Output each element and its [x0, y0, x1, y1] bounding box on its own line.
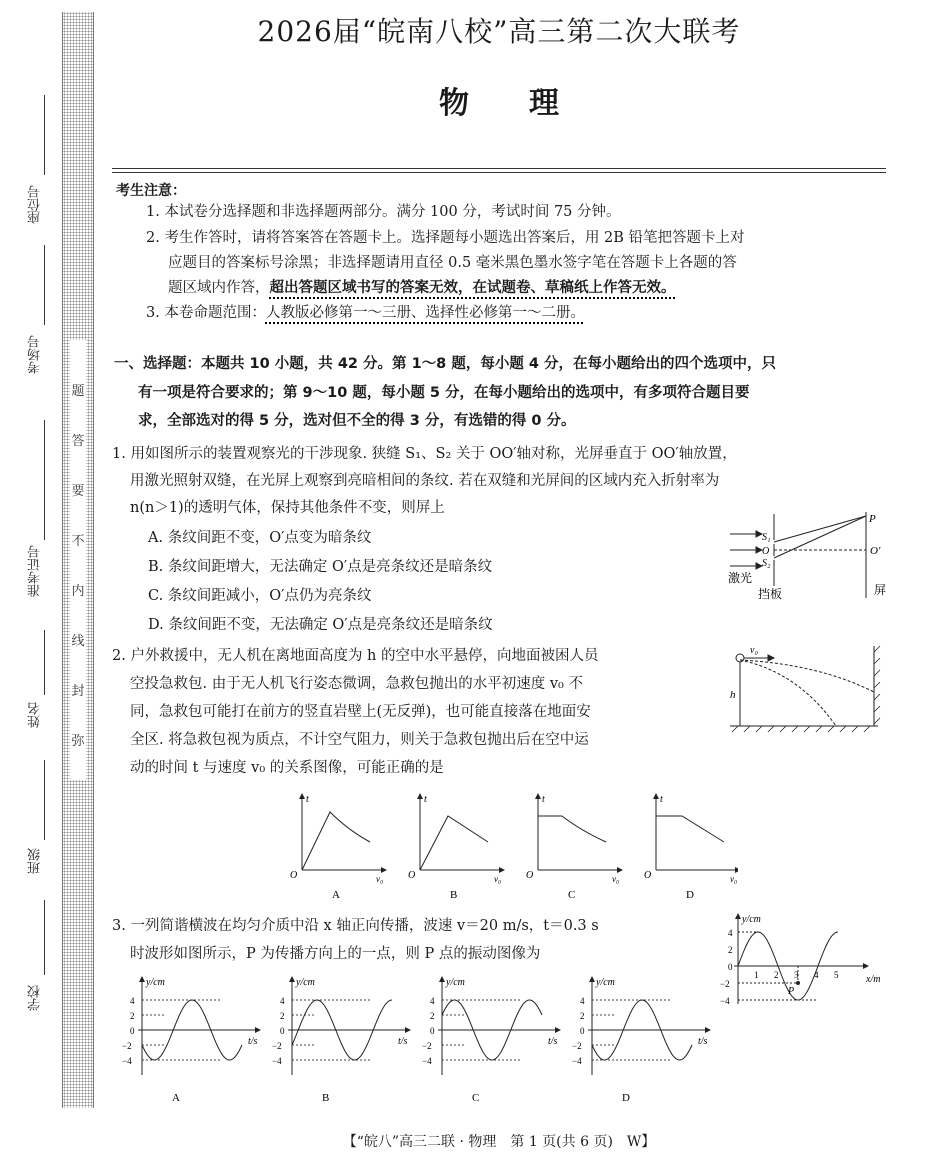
svg-text:v₀: v₀	[730, 874, 738, 884]
svg-text:5: 5	[834, 970, 839, 980]
svg-text:y/cm: y/cm	[742, 914, 761, 925]
svg-text:y/cm: y/cm	[596, 977, 615, 988]
svg-text:2: 2	[430, 1011, 435, 1021]
notice-emphasis: 超出答题区域书写的答案无效，在试题卷、草稿纸上作答无效。	[269, 280, 676, 296]
notice-item-3	[146, 301, 585, 325]
svg-text:A: A	[332, 889, 340, 901]
fig-label-screen: 屏	[874, 583, 887, 597]
svg-text:−4: −4	[122, 1056, 132, 1066]
school-label: 学校	[28, 985, 43, 1011]
svg-text:y/cm: y/cm	[446, 977, 465, 988]
q1-stem-cont: n(n＞1)的透明气体，保持其他条件不变，则屏上	[130, 500, 445, 516]
svg-text:O: O	[290, 870, 298, 881]
q2-stem-cont: 同，急救包可能打在前方的竖直岩壁上(无反弹)，也可能直接落在地面安	[130, 704, 591, 720]
fig-label-s2: S₂	[762, 558, 771, 569]
svg-text:P: P	[788, 986, 795, 997]
svg-text:t: t	[542, 794, 545, 805]
q2-stem-cont: 空投急救包. 由于无人机飞行姿态微调，急救包抛出的水平初速度 v₀ 不	[130, 676, 583, 692]
svg-text:−2: −2	[422, 1041, 432, 1051]
divider	[112, 168, 886, 169]
svg-text:t: t	[660, 794, 663, 805]
svg-text:y/cm: y/cm	[296, 977, 315, 988]
svg-text:4: 4	[430, 996, 435, 1006]
fig-label-baffle: 挡板	[758, 587, 783, 601]
svg-text:−2: −2	[720, 979, 730, 989]
svg-text:v₀: v₀	[494, 874, 502, 884]
fig-label-s1: S₁	[762, 532, 771, 543]
fig-label-o-prime: O′	[870, 545, 881, 557]
svg-text:y/cm: y/cm	[146, 977, 165, 988]
name-line	[44, 630, 45, 695]
fig-label-h: h	[730, 689, 736, 701]
svg-text:t: t	[306, 794, 309, 805]
svg-text:0: 0	[280, 1026, 285, 1036]
exam-room-label: 考场号	[28, 335, 43, 374]
svg-text:−4: −4	[572, 1056, 582, 1066]
q2-graph-a	[290, 794, 384, 901]
notice-item-1: 1. 本试卷分选择题和非选择题两部分。满分 100 分，考试时间 75 分钟。	[146, 204, 621, 220]
divider	[112, 172, 886, 173]
svg-text:t/s: t/s	[398, 1036, 408, 1047]
fig-label-v0: v₀	[750, 645, 758, 656]
svg-text:x/m: x/m	[866, 974, 881, 985]
notice-item-2: 2. 考生作答时，请将答案答在答题卡上。选择题每小题选出答案后，用 2B 铅笔把答题卡上对	[146, 230, 745, 246]
notice-heading: 考生注意：	[116, 183, 186, 199]
svg-text:−4: −4	[272, 1056, 282, 1066]
svg-text:0: 0	[130, 1026, 135, 1036]
svg-text:2: 2	[130, 1011, 135, 1021]
q2-graph-b	[408, 794, 502, 901]
svg-text:C: C	[568, 889, 576, 901]
svg-text:1: 1	[754, 970, 759, 980]
q1-option-b[interactable]: B. 条纹间距增大，无法确定 O′点是亮条纹还是暗条纹	[148, 559, 493, 575]
name-label: 姓名	[28, 702, 43, 728]
q3-graph-d	[572, 977, 708, 1104]
svg-text:O: O	[526, 870, 534, 881]
exam-room-line	[44, 245, 45, 325]
svg-text:v₀: v₀	[612, 874, 620, 884]
q2-drone-figure	[728, 642, 886, 736]
svg-text:4: 4	[728, 928, 733, 938]
svg-text:t: t	[424, 794, 427, 805]
fig-label-laser: 激光	[728, 571, 753, 585]
exam-title: 2026届“皖南八校”高三第二次大联考	[257, 15, 741, 48]
q2-stem-cont: 动的时间 t 与速度 v₀ 的关系图像，可能正确的是	[130, 760, 444, 776]
svg-text:2: 2	[728, 945, 733, 955]
class-line	[44, 760, 45, 840]
q3-stem: 3. 一列简谐横波在均匀介质中沿 x 轴正向传播，波速 v＝20 m/s，t＝0.3 s	[112, 918, 599, 934]
svg-text:v₀: v₀	[376, 874, 384, 884]
q3-graph-c	[422, 977, 558, 1104]
notice-item-2-cont: 应题目的答案标号涂黑；非选择题请用直径 0.5 毫米黑色墨水签字笔在答题卡上各题的答	[168, 255, 737, 271]
svg-text:O: O	[644, 870, 652, 881]
svg-text:−2: −2	[272, 1041, 282, 1051]
seal-char: 内	[71, 584, 85, 599]
class-label: 班级	[28, 848, 43, 874]
q1-stem: 1. 用如图所示的装置观察光的干涉现象. 狭缝 S₁、S₂ 关于 OO′轴对称，光屏垂直于 OO′轴放置，	[112, 446, 737, 462]
q1-double-slit-figure	[726, 510, 896, 602]
svg-text:B: B	[450, 889, 458, 901]
q3-graph-a	[122, 977, 258, 1104]
svg-text:0: 0	[580, 1026, 585, 1036]
seat-number-line	[44, 95, 45, 175]
q2-graph-c	[526, 794, 620, 901]
q3-stem-cont: 时波形如图所示，P 为传播方向上的一点，则 P 点的振动图像为	[130, 946, 541, 962]
svg-text:0: 0	[728, 962, 733, 972]
svg-text:3: 3	[794, 970, 799, 980]
q1-option-d[interactable]: D. 条纹间距不变，无法确定 O′点是亮条纹还是暗条纹	[148, 617, 493, 633]
section-heading-cont: 有一项是符合要求的；第 9～10 题，每小题 5 分，在每小题给出的选项中，有多项符合题目要	[138, 385, 750, 401]
q1-option-c[interactable]: C. 条纹间距减小，O′点仍为亮条纹	[148, 588, 372, 604]
svg-text:D: D	[622, 1092, 630, 1104]
notice-item-2-cont	[168, 276, 676, 300]
fig-label-o: O	[762, 546, 770, 557]
section-heading: 一、选择题：本题共 10 小题，共 42 分。第 1～8 题，每小题 4 分，在每小题给出的四个选项中，只	[114, 356, 777, 372]
svg-text:t/s: t/s	[248, 1036, 258, 1047]
fig-label-p: P	[869, 513, 876, 525]
q3-graph-b	[272, 977, 408, 1104]
q3-wave-figure	[716, 910, 886, 1010]
notice-item-2-text: 题区域内作答，	[168, 280, 270, 296]
exam-page	[112, 0, 886, 1163]
notice-item-3-text: 3. 本卷命题范围：	[146, 305, 266, 321]
q2-graph-options	[278, 790, 738, 906]
svg-text:t/s: t/s	[698, 1036, 708, 1047]
svg-text:−4: −4	[720, 996, 730, 1006]
q3-graph-options	[122, 975, 722, 1110]
q2-stem-cont: 全区. 将急救包视为质点，不计空气阻力，则关于急救包抛出后在空中运	[130, 732, 589, 748]
seal-char: 弥	[71, 734, 85, 749]
svg-text:−2: −2	[572, 1041, 582, 1051]
svg-text:B: B	[322, 1092, 330, 1104]
svg-text:−4: −4	[422, 1056, 432, 1066]
svg-text:−2: −2	[122, 1041, 132, 1051]
seal-char: 答	[71, 434, 85, 449]
svg-text:t/s: t/s	[548, 1036, 558, 1047]
svg-text:2: 2	[280, 1011, 285, 1021]
seal-band	[70, 340, 86, 780]
page-footer: 【“皖八”高三二联 · 物理 第 1 页(共 6 页) W】	[342, 1134, 656, 1150]
svg-text:0: 0	[430, 1026, 435, 1036]
seal-char: 要	[71, 484, 85, 499]
svg-text:4: 4	[580, 996, 585, 1006]
svg-text:O: O	[408, 870, 416, 881]
admission-number-line	[44, 420, 45, 540]
seal-char: 封	[71, 684, 85, 699]
seat-number-label: 座位号	[28, 185, 43, 224]
svg-text:4: 4	[280, 996, 285, 1006]
section-heading-cont: 求，全部选对的得 5 分，选对但不全的得 3 分，有选错的得 0 分。	[138, 413, 576, 429]
seal-char: 线	[71, 634, 85, 649]
svg-text:2: 2	[580, 1011, 585, 1021]
subject-title: 物理	[439, 86, 619, 121]
svg-text:2: 2	[774, 970, 779, 980]
svg-text:D: D	[686, 889, 694, 901]
svg-text:4: 4	[130, 996, 135, 1006]
q1-stem-cont: 用激光照射双缝，在光屏上观察到亮暗相间的条纹. 若在双缝和光屏间的区域内充入折射率为	[130, 473, 720, 489]
seal-char: 不	[71, 534, 85, 549]
q2-graph-d	[644, 794, 738, 901]
q2-stem: 2. 户外救援中，无人机在离地面高度为 h 的空中水平悬停，向地面被困人员	[112, 648, 599, 664]
binding-margin	[0, 0, 110, 1163]
svg-text:4: 4	[814, 970, 819, 980]
school-line	[44, 900, 45, 975]
svg-text:A: A	[172, 1092, 180, 1104]
svg-text:C: C	[472, 1092, 480, 1104]
seal-char: 题	[71, 384, 85, 399]
q1-option-a[interactable]: A. 条纹间距不变，O′点变为暗条纹	[148, 530, 372, 546]
notice-item-3-scope: 人教版必修第一～三册、选择性必修第一～二册。	[265, 305, 585, 321]
admission-number-label: 准考证号	[28, 545, 43, 597]
